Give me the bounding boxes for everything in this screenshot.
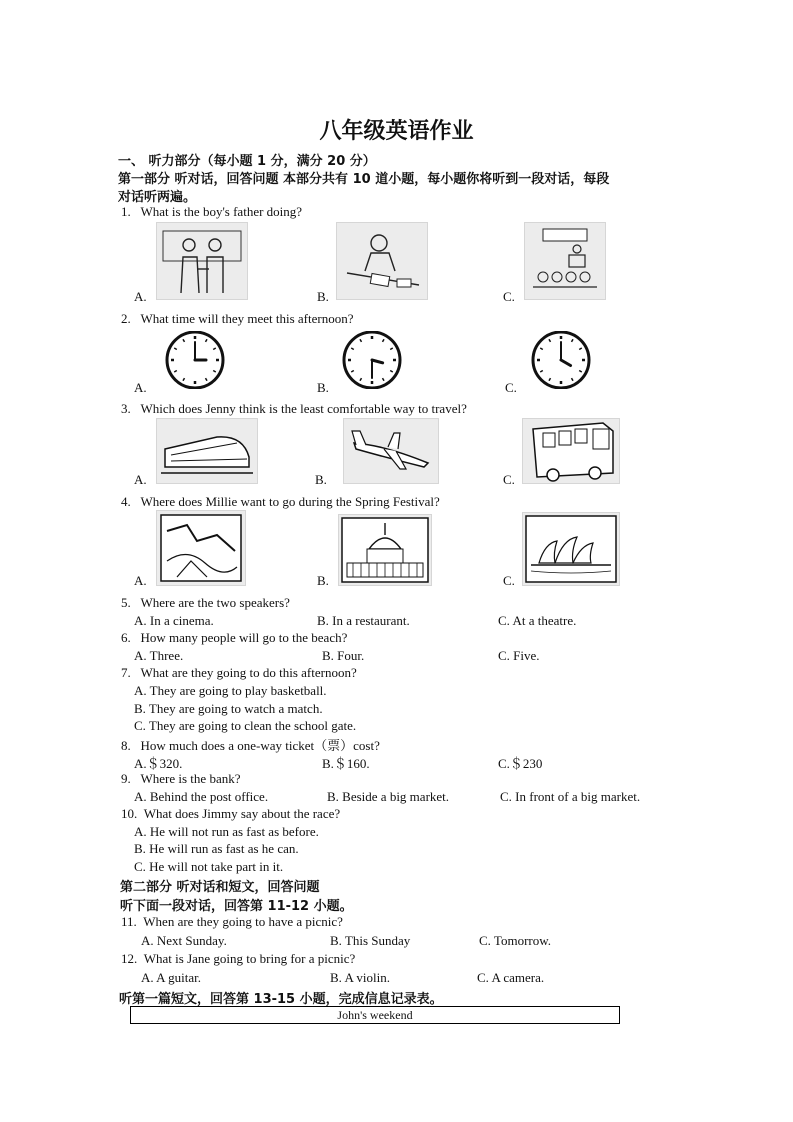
- option-c[interactable]: C. In front of a big market.: [500, 789, 641, 804]
- train-icon: [157, 419, 257, 483]
- option-c[interactable]: C. He will not take part in it.: [134, 859, 284, 874]
- capitol-building-icon: [339, 515, 431, 585]
- question-text: How many people will go to the beach?: [140, 630, 348, 645]
- question-text: Which does Jenny think is the least comfortable way to travel?: [140, 401, 467, 416]
- option-picture-plane: [343, 418, 439, 484]
- meeting-icon: [525, 223, 605, 299]
- option-a[interactable]: A. In a cinema.: [134, 613, 214, 628]
- option-c[interactable]: C.＄230: [498, 756, 543, 771]
- option-c[interactable]: C. A camera.: [477, 970, 545, 985]
- clock-icon: [339, 331, 405, 389]
- option-a[interactable]: A.＄320.: [134, 756, 183, 771]
- question-text: What is the boy's father doing?: [140, 204, 303, 219]
- option-a[interactable]: A.: [134, 289, 147, 304]
- option-c[interactable]: C.: [505, 380, 517, 395]
- option-b[interactable]: B. He will run as fast as he can.: [134, 841, 299, 856]
- option-picture-writing: [336, 222, 428, 300]
- option-a[interactable]: A. Three.: [134, 648, 184, 663]
- option-picture-train: [156, 418, 258, 484]
- option-b[interactable]: B. Four.: [322, 648, 365, 663]
- option-b[interactable]: B. This Sunday: [330, 933, 411, 948]
- option-b[interactable]: B.＄160.: [322, 756, 370, 771]
- question-12: [121, 951, 355, 967]
- option-picture-great-wall: [156, 510, 246, 586]
- part2-dialog-intro: 听下面一段对话，回答第 11-12 小题。: [120, 899, 353, 914]
- option-a[interactable]: A. A guitar.: [141, 970, 201, 985]
- question-number: 10.: [121, 806, 138, 821]
- airplane-icon: [344, 419, 438, 483]
- option-c[interactable]: C. Five.: [498, 648, 540, 663]
- question-number: 2.: [121, 311, 131, 326]
- option-a[interactable]: A. Next Sunday.: [141, 933, 227, 948]
- option-a[interactable]: A.: [134, 472, 147, 487]
- opera-house-icon: [523, 513, 619, 585]
- question-6: [121, 630, 347, 646]
- option-c[interactable]: C.: [503, 289, 515, 304]
- question-text: When are they going to have a picnic?: [143, 914, 343, 929]
- option-a[interactable]: A. They are going to play basketball.: [134, 683, 327, 698]
- option-c[interactable]: C.: [503, 472, 515, 487]
- question-8: [121, 735, 380, 754]
- page-title: 八年级英语作业: [319, 119, 474, 144]
- question-4: [121, 494, 440, 510]
- question-3: [121, 401, 467, 417]
- option-b[interactable]: B.: [317, 380, 329, 395]
- option-b[interactable]: B. They are going to watch a match.: [134, 701, 323, 716]
- question-number: 8.: [121, 738, 131, 753]
- question-1: [121, 204, 302, 220]
- question-text: What time will they meet this afternoon?: [140, 311, 354, 326]
- option-picture-father-talking: [156, 222, 248, 300]
- clock-icon: [528, 331, 594, 389]
- question-text: Where are the two speakers?: [140, 595, 290, 610]
- clock-icon: [162, 331, 228, 389]
- question-number: 6.: [121, 630, 131, 645]
- question-number: 1.: [121, 204, 131, 219]
- question-11: [121, 914, 343, 930]
- question-text: What are they going to do this afternoon?: [140, 665, 357, 680]
- question-7: [121, 665, 357, 681]
- question-5: [121, 595, 290, 611]
- question-number: 5.: [121, 595, 131, 610]
- question-10: [121, 806, 340, 822]
- option-picture-meeting: [524, 222, 606, 300]
- option-picture-opera-house: [522, 512, 620, 586]
- option-b[interactable]: B.: [315, 472, 327, 487]
- option-picture-bus: [522, 418, 620, 484]
- option-b[interactable]: B. In a restaurant.: [317, 613, 410, 628]
- option-c[interactable]: C. They are going to clean the school gate.: [134, 718, 357, 733]
- option-b[interactable]: B. A violin.: [330, 970, 390, 985]
- question-text: How much does a one-way ticket（票）cost?: [140, 738, 380, 753]
- talking-people-icon: [157, 223, 247, 299]
- option-b[interactable]: B.: [317, 289, 329, 304]
- question-2: [121, 311, 354, 327]
- table-header: John's weekend: [337, 1008, 413, 1022]
- option-b[interactable]: B.: [317, 573, 329, 588]
- question-number: 4.: [121, 494, 131, 509]
- question-text: What is Jane going to bring for a picnic?: [143, 951, 356, 966]
- option-picture-capitol: [338, 514, 432, 586]
- option-c[interactable]: C. Tomorrow.: [479, 933, 552, 948]
- part1-instructions-cont: 对话听两遍。: [118, 190, 197, 205]
- option-a[interactable]: A.: [134, 573, 147, 588]
- option-a[interactable]: A. He will not run as fast as before.: [134, 824, 319, 839]
- option-c[interactable]: C. At a theatre.: [498, 613, 577, 628]
- option-b[interactable]: B. Beside a big market.: [327, 789, 450, 804]
- question-number: 3.: [121, 401, 131, 416]
- part2-passage-intro: 听第一篇短文，回答第 13-15 小题，完成信息记录表。: [119, 992, 443, 1007]
- option-a[interactable]: A. Behind the post office.: [134, 789, 269, 804]
- person-writing-icon: [337, 223, 427, 299]
- question-number: 9.: [121, 771, 131, 786]
- info-record-table: [130, 1006, 620, 1024]
- great-wall-icon: [157, 511, 245, 585]
- question-9: [121, 771, 240, 787]
- question-text: Where is the bank?: [140, 771, 241, 786]
- part2-header: 第二部分 听对话和短文，回答问题: [120, 880, 320, 895]
- option-a[interactable]: A.: [134, 380, 147, 395]
- option-c[interactable]: C.: [503, 573, 515, 588]
- bus-icon: [523, 419, 619, 483]
- question-number: 12.: [121, 951, 138, 966]
- question-text: What does Jimmy say about the race?: [143, 806, 341, 821]
- listening-section-header: 一、 听力部分（每小题 1 分，满分 20 分）: [118, 154, 376, 169]
- part1-instructions: 第一部分 听对话，回答问题 本部分共有 10 道小题，每小题你将听到一段对话，每段: [118, 172, 610, 187]
- question-number: 7.: [121, 665, 131, 680]
- question-text: Where does Millie want to go during the Spring Festival?: [140, 494, 440, 509]
- question-number: 11.: [121, 914, 137, 929]
